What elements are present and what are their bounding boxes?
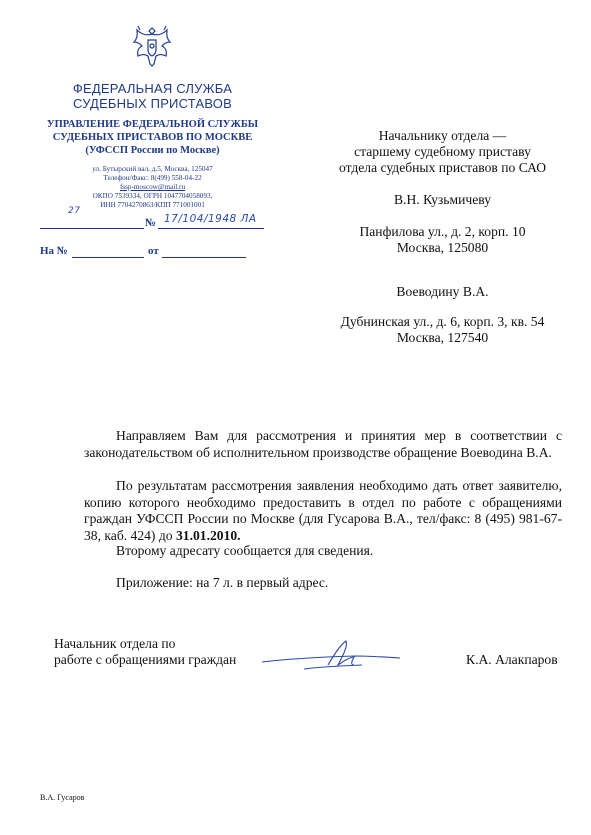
handwritten-date: 27 [68, 206, 81, 216]
handwritten-ref-number: 17/104/1948 ЛА [164, 213, 257, 225]
attachment-note: Приложение: на 7 л. в первый адрес. [116, 575, 329, 590]
body-paragraph-1: Направляем Вам для рассмотрения и принятия мер в соответствии с законодательством об исполнительном производстве обращение Воеводина В.А. [84, 428, 562, 460]
department-line3: (УФССП России по Москве) [85, 145, 220, 156]
recipient1-address-line1: Панфилова ул., д. 2, корп. 10 [359, 224, 526, 239]
letterhead-okpo: ОКПО 7539334, ОГРН 1047704058093, [92, 192, 213, 200]
ref-number-line [158, 228, 264, 229]
department-line2: СУДЕБНЫХ ПРИСТАВОВ ПО МОСКВЕ [52, 132, 253, 143]
reply-number-label: На № [40, 245, 68, 257]
recipient1-title-line1: Начальнику отдела — [378, 128, 507, 143]
reply-from-label: от [148, 245, 159, 257]
letterhead-email: fssp-moscow@mail.ru [119, 183, 186, 191]
recipient2-address-line2: Москва, 127540 [396, 330, 489, 345]
recipient2-address-line1: Дубнинская ул., д. 6, корп. 3, кв. 54 [340, 314, 545, 329]
letterhead-email-row [40, 183, 265, 192]
recipient1-title-line3: отдела судебных приставов по САО [338, 160, 547, 175]
agency-name-line1: ФЕДЕРАЛЬНАЯ СЛУЖБА [72, 81, 233, 96]
body-paragraph-2-text: По результатам рассмотрения заявления необходимо дать ответ заявителю, копию которого необходимо предоставить в отдел по работе с обращениями граждан УФССП России по Москве (для Гусарова В.А., тел/факс: 8 (495) 981-67-38, каб. 424) до [84, 478, 562, 543]
signatory-name: К.А. Алакпаров [466, 652, 558, 667]
department-line1: УПРАВЛЕНИЕ ФЕДЕРАЛЬНОЙ СЛУЖБЫ [46, 119, 259, 130]
recipient1-title-line2: старшему судебному приставу [354, 144, 531, 159]
executor-name: В.А. Гусаров [40, 793, 85, 802]
double-headed-eagle-emblem-icon [128, 22, 176, 70]
recipient2-name: Воеводину В.А. [396, 284, 489, 299]
date-blank-line [40, 228, 144, 229]
reply-number-line [72, 257, 144, 258]
reply-from-line [162, 257, 246, 258]
body-paragraph-2 [84, 478, 562, 544]
agency-name-line2: СУДЕБНЫХ ПРИСТАВОВ [73, 96, 232, 111]
letterhead-address: ул. Бутырский вал, д.5, Москва, 125047 [92, 165, 213, 173]
ref-number-label: № [145, 217, 157, 229]
letterhead-phone: Телефон/Факс: 8(499) 558-04-22 [103, 174, 202, 182]
letterhead-inn: ИНН 7704270863/КПП 771001001 [100, 201, 205, 209]
handwritten-signature-icon [258, 635, 408, 675]
signatory-title-line2: работе с обращениями граждан [54, 652, 237, 667]
recipient1-address-line2: Москва, 125080 [396, 240, 489, 255]
recipient1-name: В.Н. Кузьмичеву [394, 192, 491, 207]
signatory-title-line1: Начальник отдела по [54, 636, 176, 651]
body-paragraph-3: Второму адресату сообщается для сведения. [116, 543, 374, 558]
deadline-date: 31.01.2010. [175, 527, 241, 543]
